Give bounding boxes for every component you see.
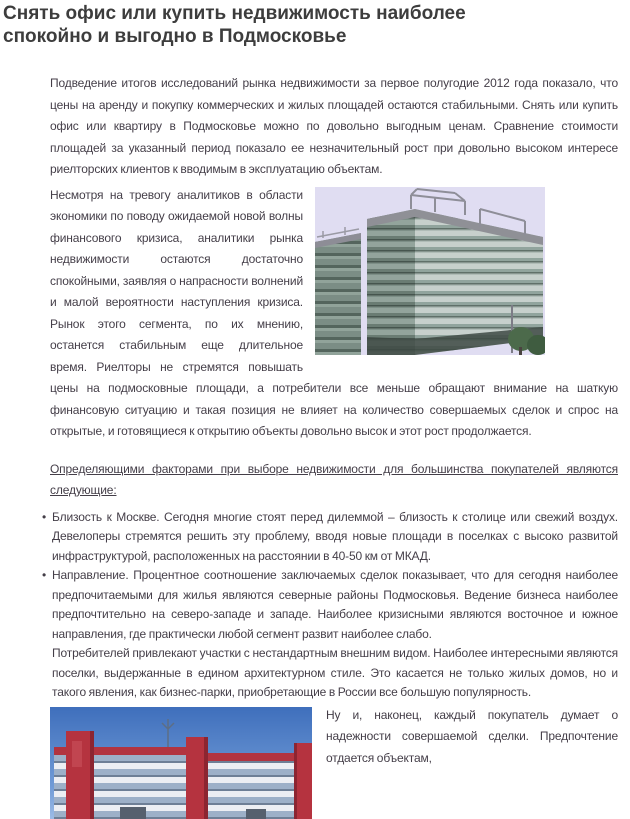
list-item-proximity bbox=[42, 508, 618, 567]
list-item-text: Близость к Москве. Сегодня многие стоят перед дилеммой – близость к столице или свежий воздух. Девелоперы стремятся решить эту проблему, вводя новые площади в поселках с высоко развитой инфраструктурой, расположенных на расстоянии в 40-50 км от МКАД. bbox=[52, 509, 618, 563]
closing-section bbox=[50, 705, 618, 770]
factors-heading: Определяющими факторами при выборе недвижимости для большинства покупателей являются следующие: bbox=[50, 461, 618, 497]
red-building-photo bbox=[50, 707, 312, 819]
market-paragraph: Несмотря на тревогу аналитиков в области экономики по поводу ожидаемой новой волны финансового кризиса, аналитики рынка недвижимости остаются достаточно спокойными, заявляя о напрасности волнений и малой вероятности наступления кризиса. Рынок этого сегмента, по их мнению, останется стабильным еще длительное время. Риелторы не стремятся повышать цены на подмосковные площади, а потребители все меньше обращают внимание на шаткую финансовую ситуацию и такая позиция не влияет на количество совершаемых сделок и спрос на открытые, и готовящиеся к открытию объекты довольно высок и этот рост продолжается. bbox=[50, 187, 618, 438]
closing-paragraph: Ну и, наконец, каждый покупатель думает о надежности совершаемой сделки. Предпочтение отдается объектам, bbox=[326, 707, 618, 765]
list-item-text: Направление. Процентное соотношение заключаемых сделок показывает, что для сегодня наиболее предпочитаемыми для жилья являются северные районы Подмосковья. Ведение бизнеса наиболее предпочтительно на северо-западе и западе. Наиболее кризисными являются восточное и южное направления, где практически любой сегмент развит наиболее слабо. bbox=[52, 568, 618, 641]
office-building-photo bbox=[315, 187, 545, 355]
article-page bbox=[0, 2, 630, 763]
bullet-icon: • bbox=[42, 568, 47, 582]
list-item-text-continued: Потребителей привлекают участки с нестандартным внешним видом. Наиболее интересными являются поселки, выдержанные в едином архитектурном стиле. Это касается не только жилых домов, но и такого явления, как бизнес-парки, приобретающие в России все большую популярность. bbox=[52, 646, 618, 699]
list-item-direction bbox=[42, 566, 618, 703]
intro-paragraph: Подведение итогов исследований рынка недвижимости за первое полугодие 2012 года показало, что цены на аренду и покупку коммерческих и жилых площадей остаются стабильными. Снять или купить офис или квартиру в Подмосковье можно по довольно выгодным ценам. Сравнение стоимости площадей за указанный период показало ее незначительный рост при довольно высоком интересе риелторских клиентов к вводимым в эксплуатацию объектам. bbox=[50, 76, 618, 176]
glass-office-building-image bbox=[315, 187, 545, 355]
factors-list bbox=[42, 508, 618, 703]
market-section bbox=[50, 185, 618, 443]
bullet-icon: • bbox=[42, 509, 47, 524]
article-body bbox=[42, 73, 618, 769]
red-white-building-image bbox=[50, 707, 312, 819]
page-title: Снять офис или купить недвижимость наиболее спокойно и выгодно в Подмосковье bbox=[3, 3, 466, 47]
